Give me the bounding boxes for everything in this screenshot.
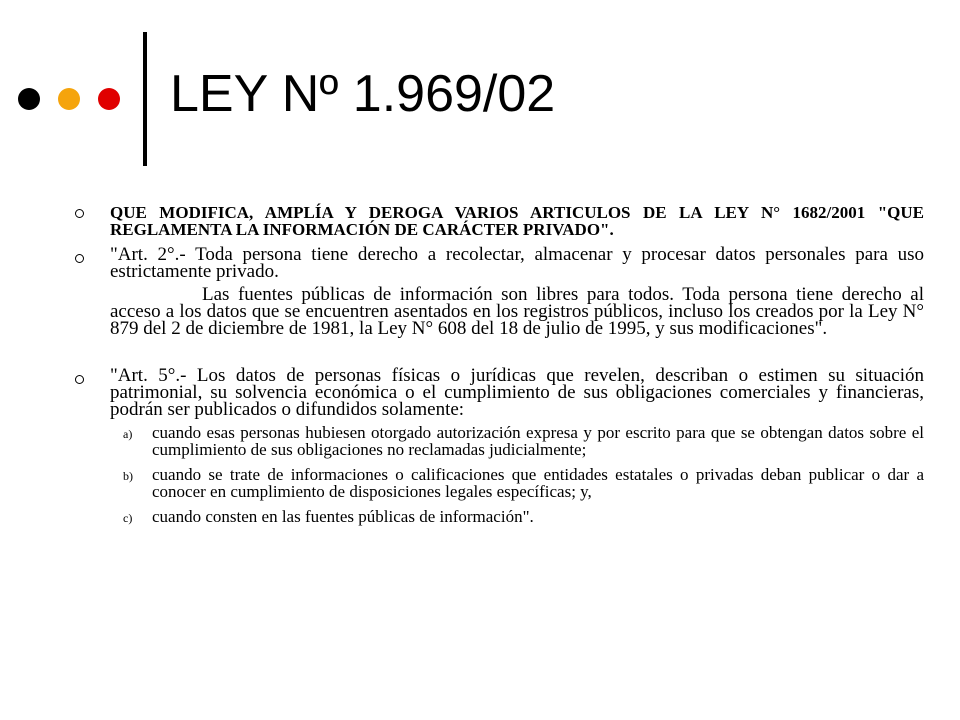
circle-bullet-icon	[75, 375, 84, 384]
list-item-text: cuando esas personas hubiesen otorgado autorización expresa y por escrito para que se obtengan datos sobre el cumplimiento de sus obligaciones no reclamadas judicialmente;	[152, 423, 924, 459]
circle-bullet-icon	[75, 254, 84, 263]
list-item	[110, 424, 924, 458]
bullet-article-5	[72, 367, 924, 525]
bullet-article-2	[72, 246, 924, 337]
list-item-text: cuando consten en las fuentes públicas de información".	[152, 507, 534, 526]
black-dot-icon	[18, 88, 40, 110]
bullet-law-heading	[72, 204, 924, 238]
slide-content	[72, 204, 924, 533]
red-dot-icon	[98, 88, 120, 110]
list-item	[110, 508, 924, 525]
title-divider	[143, 32, 147, 166]
law-heading-text: QUE MODIFICA, AMPLÍA Y DEROGA VARIOS ARTICULOS DE LA LEY N° 1682/2001 "QUE REGLAMENTA LA INFORMACIÓN DE CARÁCTER PRIVADO".	[110, 203, 924, 239]
orange-dot-icon	[58, 88, 80, 110]
list-item	[110, 466, 924, 500]
list-item-text: cuando se trate de informaciones o calificaciones que entidades estatales o privadas deban publicar o dar a conocer en cumplimiento de disposiciones legales específicas; y,	[152, 465, 924, 501]
slide-title: LEY Nº 1.969/02	[170, 65, 556, 123]
article-2-paragraph-1: "Art. 2°.- Toda persona tiene derecho a recolectar, almacenar y procesar datos personales para uso estrictamente privado.	[110, 244, 924, 282]
list-marker: a)	[123, 427, 133, 441]
spacer	[72, 337, 924, 367]
article-2-paragraph-2: Las fuentes públicas de información son libres para todos. Toda persona tiene derecho al acceso a los datos que se encuentren asentados en los registros públicos, incluso los creados por la Ley N° 879 del 2 de diciembre de 1981, la Ley N° 608 del 18 de julio de 1995, y sus modificaciones".	[110, 284, 924, 339]
list-marker: b)	[123, 469, 133, 483]
list-marker: c)	[123, 511, 133, 525]
decorative-dots	[18, 88, 120, 110]
circle-bullet-icon	[75, 209, 84, 218]
article-5-paragraph: "Art. 5°.- Los datos de personas físicas o jurídicas que revelen, describan o estimen su situación patrimonial, su solvencia económica o el cumplimiento de sus obligaciones comerciales y financieras, podrán ser publicados o difundidos solamente:	[110, 365, 924, 420]
article-5-sublist	[110, 424, 924, 525]
